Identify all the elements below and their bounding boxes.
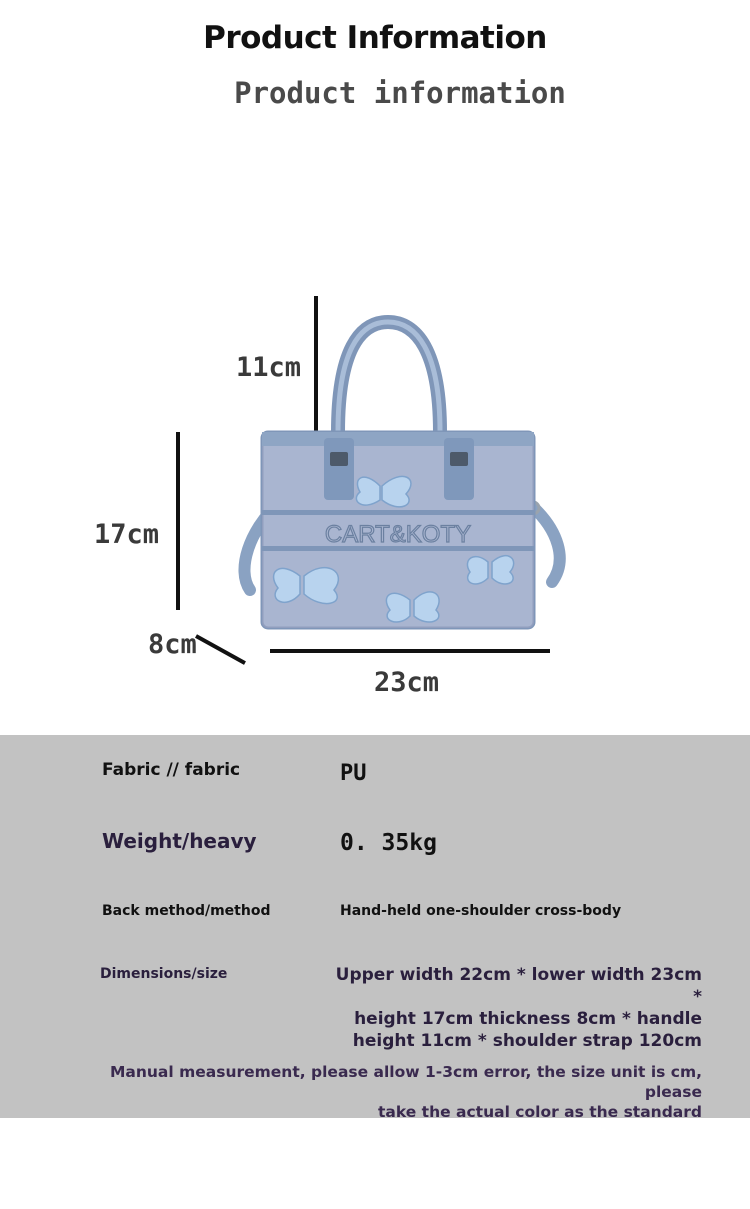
body-height-label: 17cm	[94, 519, 160, 550]
handle-height-label: 11cm	[236, 352, 302, 383]
width-line	[270, 649, 550, 653]
note-line: Manual measurement, please allow 1-3cm error, the size unit is cm, please	[109, 1063, 702, 1101]
weight-value: 0. 35kg	[340, 830, 437, 856]
dimensions-line: height 11cm * shoulder strap 120cm	[352, 1031, 702, 1051]
weight-label: Weight/heavy	[102, 829, 257, 853]
width-label: 23cm	[374, 667, 440, 698]
page-title: Product Information	[203, 20, 547, 56]
spec-panel	[0, 735, 750, 1118]
body-height-line	[176, 432, 180, 610]
thickness-label: 8cm	[148, 629, 197, 660]
measurement-note	[100, 1062, 702, 1122]
back-method-label: Back method/method	[102, 903, 271, 919]
dimensions-line: height 17cm thickness 8cm * handle	[354, 1009, 702, 1029]
page-subtitle: Product information	[234, 76, 566, 110]
dimensions-line: Upper width 22cm * lower width 23cm *	[335, 965, 702, 1007]
note-line: take the actual color as the standard	[378, 1103, 702, 1121]
fabric-value: PU	[340, 761, 367, 786]
handbag-image	[230, 310, 580, 640]
back-method-value: Hand-held one-shoulder cross-body	[340, 903, 622, 919]
brand-embossing: CART&KOTY	[324, 521, 472, 548]
fabric-label: Fabric // fabric	[102, 760, 241, 780]
dimensions-value	[330, 964, 702, 1052]
dimensions-label: Dimensions/size	[100, 966, 228, 982]
